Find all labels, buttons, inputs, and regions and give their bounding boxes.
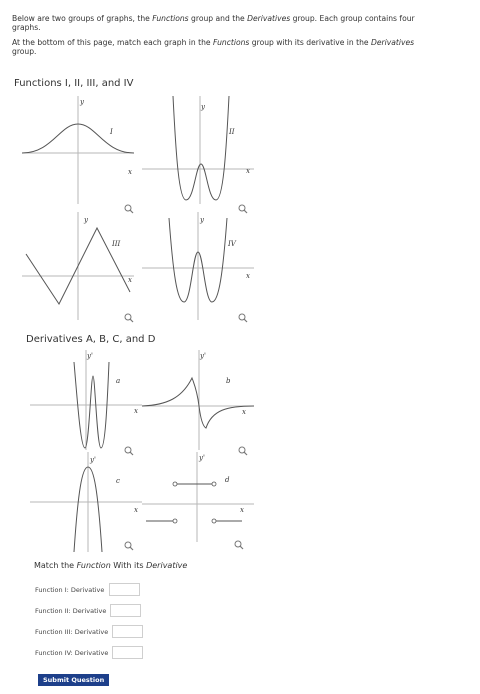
graph-label-III: III bbox=[112, 240, 121, 248]
derivative-answer-input-II[interactable] bbox=[110, 604, 141, 617]
graph-label-II: II bbox=[229, 128, 235, 136]
x-axis-label: x bbox=[128, 168, 132, 176]
graph-label-a: a bbox=[116, 377, 121, 385]
graph-label-IV: IV bbox=[228, 240, 236, 248]
x-axis-label: x bbox=[242, 408, 246, 416]
magnifier-icon[interactable] bbox=[234, 540, 244, 550]
graph-function-I bbox=[22, 96, 134, 204]
x-axis-label: x bbox=[134, 407, 138, 415]
derivative-answer-input-IV[interactable] bbox=[112, 646, 143, 659]
graph-derivative-b bbox=[142, 350, 254, 450]
x-axis-label: x bbox=[246, 272, 250, 280]
functions-section-title: Functions I, II, III, and IV bbox=[14, 78, 134, 89]
graph-b-svg bbox=[142, 350, 254, 450]
match-label-function-IV: Function IV: Derivative bbox=[35, 649, 109, 657]
match-section-title: Match the Function With its Derivative bbox=[34, 561, 188, 570]
submit-question-button[interactable]: Submit Question bbox=[38, 674, 109, 686]
graph-function-II bbox=[142, 96, 254, 204]
graph-label-I: I bbox=[110, 128, 113, 136]
instructions-paragraph-2: At the bottom of this page, match each graph in the Functions group with its derivative in the Derivatives group. bbox=[12, 38, 415, 56]
y-axis-label: y bbox=[80, 98, 84, 106]
x-axis-label: x bbox=[246, 167, 250, 175]
yprime-axis-label: y' bbox=[199, 454, 205, 462]
derivatives-section-title: Derivatives A, B, C, and D bbox=[26, 334, 156, 345]
graph-II-svg bbox=[142, 96, 254, 204]
match-label-function-I: Function I: Derivative bbox=[35, 586, 105, 594]
graph-label-b: b bbox=[226, 377, 231, 385]
magnifier-icon[interactable] bbox=[238, 313, 248, 323]
graph-d-svg bbox=[142, 452, 254, 542]
graph-derivative-c bbox=[30, 452, 142, 552]
derivative-answer-input-III[interactable] bbox=[112, 625, 143, 638]
graph-c-svg bbox=[30, 452, 142, 552]
graph-III-svg bbox=[22, 212, 134, 320]
graph-a-svg bbox=[30, 350, 142, 450]
y-axis-label: y bbox=[201, 103, 205, 111]
graph-label-c: c bbox=[116, 477, 120, 485]
magnifier-icon[interactable] bbox=[124, 313, 134, 323]
graph-function-IV bbox=[142, 212, 254, 320]
x-axis-label: x bbox=[134, 506, 138, 514]
graph-IV-svg bbox=[142, 212, 254, 320]
yprime-axis-label: y' bbox=[90, 456, 96, 464]
derivative-answer-input-I[interactable] bbox=[109, 583, 140, 596]
x-axis-label: x bbox=[128, 276, 132, 284]
magnifier-icon[interactable] bbox=[124, 541, 134, 551]
y-axis-label: y bbox=[200, 216, 204, 224]
yprime-axis-label: y' bbox=[200, 352, 206, 360]
x-axis-label: x bbox=[240, 506, 244, 514]
instructions bbox=[12, 14, 422, 62]
match-label-function-III: Function III: Derivative bbox=[35, 628, 109, 636]
graph-derivative-a bbox=[30, 350, 142, 450]
instructions-paragraph-1: Below are two groups of graphs, the Functions group and the Derivatives group. Each group contains four graphs. bbox=[12, 14, 415, 32]
graph-derivative-d bbox=[142, 452, 254, 542]
graph-function-III bbox=[22, 212, 134, 320]
yprime-axis-label: y' bbox=[87, 352, 93, 360]
graph-label-d: d bbox=[225, 476, 230, 484]
graph-I-svg bbox=[22, 96, 134, 204]
y-axis-label: y bbox=[84, 216, 88, 224]
match-label-function-II: Function II: Derivative bbox=[35, 607, 107, 615]
